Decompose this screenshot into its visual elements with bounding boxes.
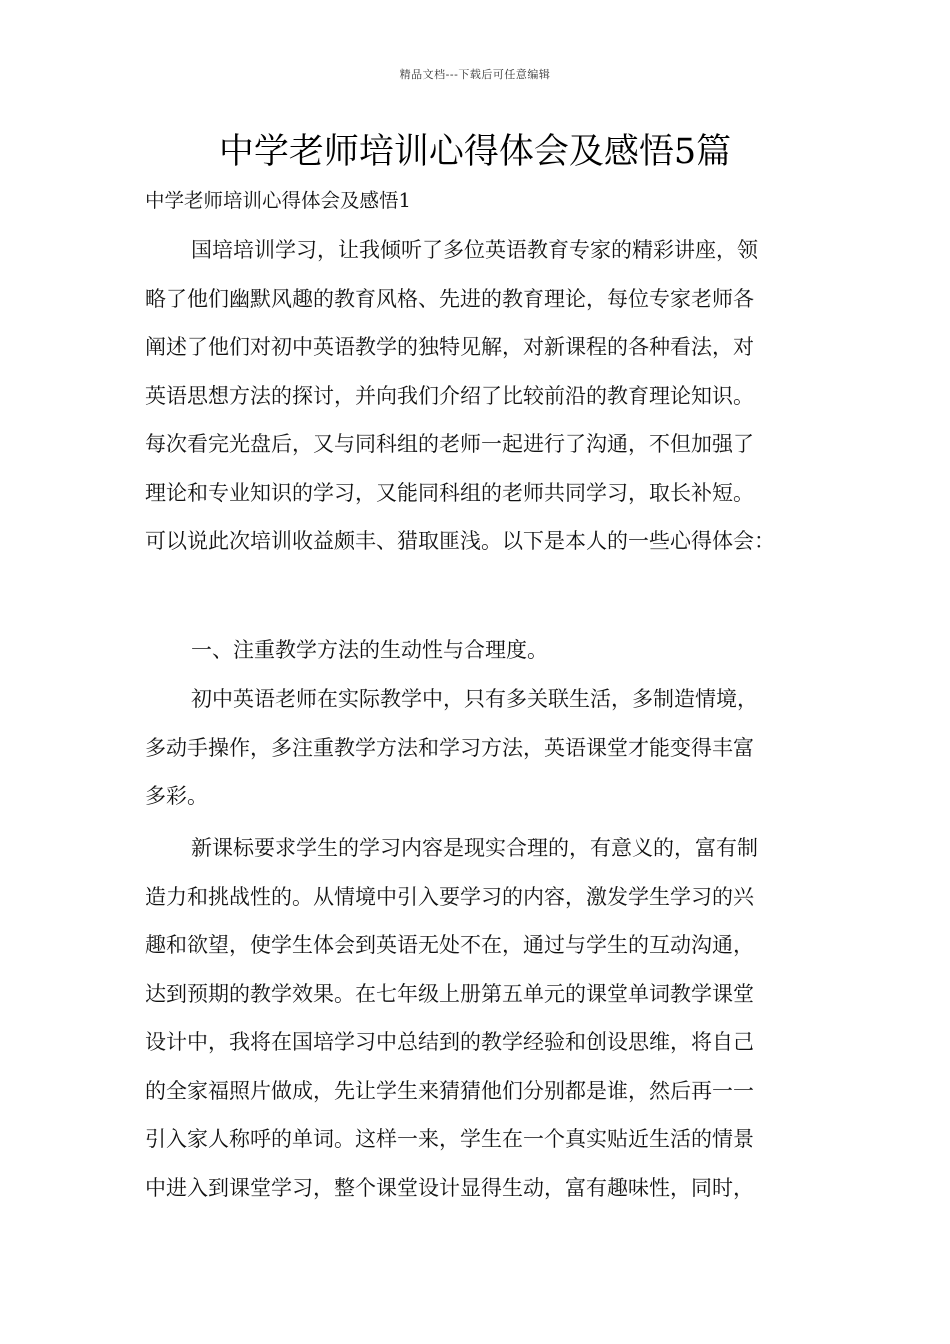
document-title: 中学老师培训心得体会及感悟5篇	[218, 132, 732, 172]
paragraph-teaching-method	[145, 675, 815, 821]
paragraph-line: 的全家福照片做成，先让学生来猜猜他们分别都是谁，然后再一一	[145, 1078, 754, 1103]
paragraph-intro	[145, 226, 815, 566]
paragraph-line: 达到预期的教学效果。在七年级上册第五单元的课堂单词教学课堂	[145, 981, 754, 1006]
paragraph-new-curriculum	[145, 824, 815, 1212]
paragraph-line: 理论和专业知识的学习，又能同科组的老师共同学习，取长补短。	[145, 480, 754, 505]
paragraph-line: 每次看完光盘后，又与同科组的老师一起进行了沟通，不但加强了	[145, 432, 754, 456]
section-heading-text: 一、注重教学方法的生动性与合理度。	[191, 638, 548, 662]
section-heading	[145, 626, 815, 675]
paragraph-line: 中进入到课堂学习，整个课堂设计显得生动，富有趣味性，同时，	[145, 1175, 754, 1200]
paragraph-line: 造力和挑战性的。从情境中引入要学习的内容，激发学生学习的兴	[145, 884, 754, 909]
paragraph-line: 多彩。	[145, 784, 208, 808]
paragraph-line: 略了他们幽默风趣的教育风格、先进的教育理论，每位专家老师各	[145, 286, 754, 311]
paragraph-line: 可以说此次培训收益颇丰、猎取匪浅。以下是本人的一些心得体会：	[145, 529, 775, 553]
paragraph-line: 趣和欲望，使学生体会到英语无处不在，通过与学生的互动沟通，	[145, 933, 754, 957]
paragraph-line: 新课标要求学生的学习内容是现实合理的，有意义的，富有制	[191, 836, 758, 860]
paragraph-line: 初中英语老师在实际教学中，只有多关联生活，多制造情境，	[191, 687, 758, 711]
paragraph-line: 阐述了他们对初中英语教学的独特见解，对新课程的各种看法，对	[145, 335, 754, 359]
paragraph-line: 多动手操作，多注重教学方法和学习方法，英语课堂才能变得丰富	[145, 735, 754, 760]
document-subtitle: 中学老师培训心得体会及感悟1	[145, 189, 411, 212]
header-note: 精品文档---下载后可任意编辑	[399, 68, 551, 81]
paragraph-line: 国培培训学习，让我倾听了多位英语教育专家的精彩讲座，领	[191, 238, 758, 262]
paragraph-line: 引入家人称呼的单词。这样一来，学生在一个真实贴近生活的情景	[145, 1127, 754, 1151]
paragraph-line: 设计中，我将在国培学习中总结到的教学经验和创设思维，将自己	[145, 1030, 754, 1054]
paragraph-line: 英语思想方法的探讨，并向我们介绍了比较前沿的教育理论知识。	[145, 383, 754, 408]
